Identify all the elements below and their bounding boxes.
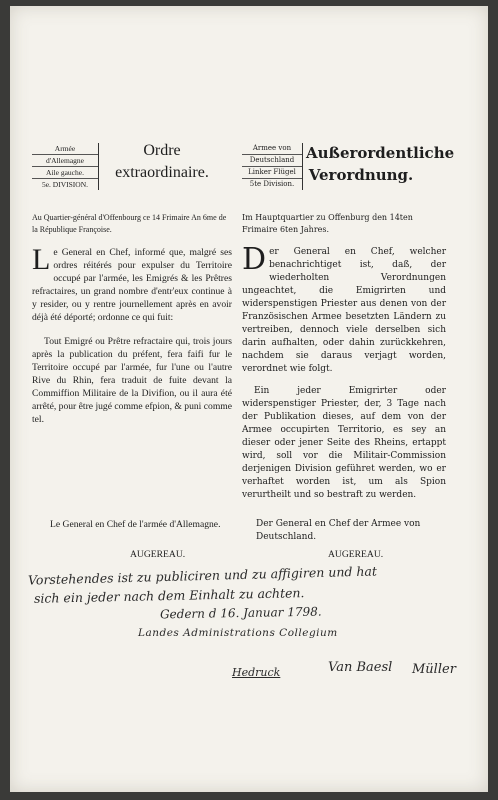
german-paragraph-1	[242, 242, 446, 376]
unit-line: 5e. DIVISION.	[41, 180, 89, 189]
french-title	[106, 140, 218, 184]
german-title	[306, 142, 455, 186]
document-page	[10, 6, 488, 792]
french-paragraph-1-text: e General en Chef, informé que, malgré ses ordres réitérés pour expulser du Territoire occupé par l'armée, les Emigrés & les Prêtres refractaires, un grand nombre d'entr'eux continue à y resider, ou y rentre journellement après en avoir déjà été déporté; ordonne ce qui fuit:	[32, 247, 232, 323]
unit-line: Armee von	[242, 143, 302, 155]
german-dropcap: D	[242, 242, 267, 277]
german-title-line2: Verordnung.	[308, 166, 414, 184]
french-body	[32, 243, 232, 426]
unit-line: d'Allemagne	[32, 155, 98, 167]
french-title-line2: extraordinaire.	[115, 164, 209, 181]
french-title-line1: Ordre	[143, 142, 181, 159]
french-place-date: Au Quartier-général d'Offenbourg ce 14 Frimaire An 6me de la République Françoise.	[32, 213, 227, 234]
unit-line: 5te Division.	[249, 180, 295, 188]
french-unit-box	[32, 143, 99, 190]
unit-line: Deutschland	[242, 155, 302, 167]
unit-line: Armée	[32, 143, 98, 155]
german-signature-line: Der General en Chef der Armee von Deutschland.	[256, 519, 421, 542]
german-body	[242, 242, 446, 502]
german-title-line1: Außerordentliche	[306, 144, 455, 162]
german-paragraph-1-text: er General en Chef, welcher benachrichtiget ist, daß, der wiederholten Verordnungen ungeachtet, die Emigrirten und widerspenstigen Priester aus denen von der Französischen Armee besetzten Ländern zu vertreiben, dennoch viele derselben sich darin aufhalten, oder dahin zurückkehren, nachdem sie daraus verjagt worden, verordnet wie folgt.	[242, 247, 446, 374]
unit-line: Aile gauche.	[32, 167, 98, 179]
unit-line: Linker Flügel	[242, 167, 302, 179]
handwritten-line-3: Gedern d 16. Januar 1798.	[159, 604, 322, 622]
handwritten-signature: Van Baesl	[328, 660, 393, 675]
french-paragraph-2: Tout Emigré ou Prêtre refractaire qui, trois jours après la publication du préfent, fera faifi fur le Territoire occupé par l'armée, fur l'une ou l'autre Rive du Rhin, fera traduit de fuite devant la Commiffion Militaire de la Divifion, ou il aura été arrêté, pour être jugé comme efpion, & puni comme tel.	[32, 336, 232, 425]
french-signature-line: Le General en Chef de l'armée d'Allemagne.	[50, 519, 221, 530]
german-unit-box	[242, 143, 303, 190]
handwritten-line-1: Vorstehendes ist zu publiciren und zu affigiren und hat	[27, 563, 378, 588]
german-paragraph-2: Ein jeder Emigrirter oder widerspenstiger Priester, der, 3 Tage nach der Publikation dieses, auf dem von der Armee occupirten Territorio, es sey an dieser oder jener Seite des Rheins, ertappt wird, soll vor die Militair-Commission derjenigen Division geführet werden, wo er verhaftet worden ist, um als Spion verurtheilt und so bestraft zu werden.	[242, 386, 446, 500]
handwritten-signature: Müller	[412, 662, 456, 677]
handwritten-line-2: sich ein jeder nach dem Einhalt zu achten.	[33, 585, 305, 606]
french-paragraph-1	[32, 243, 232, 324]
handwritten-signature: Hedruck	[232, 666, 281, 679]
german-signature: AUGEREAU.	[328, 549, 384, 560]
french-dropcap: L	[32, 243, 51, 276]
french-signature: AUGEREAU.	[130, 549, 186, 560]
handwritten-line-4: Landes Administrations Collegium	[138, 627, 338, 639]
german-place-date: Im Hauptquartier zu Offenburg den 14ten Frimaire 6ten Jahres.	[242, 213, 413, 234]
